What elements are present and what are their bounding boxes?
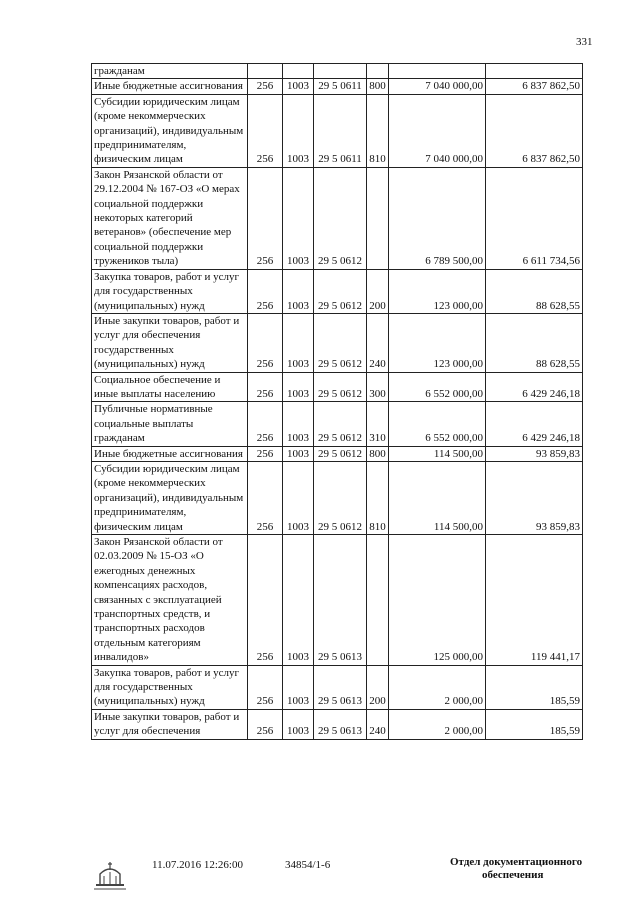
table-row — [92, 269, 583, 313]
stamp-date: 11.07.2016 12:26:00 — [152, 859, 243, 871]
row-section-cell: 1003 — [283, 94, 314, 167]
row-name-cell: Иные бюджетные ассигнования — [92, 79, 248, 94]
row-exec-cell: 88 628,55 — [486, 269, 583, 313]
row-plan-cell: 114 500,00 — [389, 461, 486, 534]
row-csr-cell: 29 5 0612 — [314, 167, 367, 269]
table-row — [92, 64, 583, 79]
row-grbs-cell: 256 — [248, 461, 283, 534]
row-vr-cell: 810 — [367, 94, 389, 167]
row-plan-cell: 114 500,00 — [389, 446, 486, 461]
table-row — [92, 535, 583, 666]
department-name-line1: Отдел документационного — [450, 856, 583, 868]
table-row — [92, 372, 583, 402]
row-name-cell: Закон Рязанской области от 02.03.2009 № 15-ОЗ «О ежегодных денежных компенсациях расходов, связанных с эксплуатацией транспортных средств, и транспортных расходов отдельным категориям инвалидов» — [92, 535, 248, 666]
row-name-cell: Субсидии юридическим лицам (кроме некоммерческих организаций), индивидуальным предпринимателям, физическим лицам — [92, 461, 248, 534]
row-section-cell: 1003 — [283, 665, 314, 709]
row-exec-cell: 6 837 862,50 — [486, 79, 583, 94]
row-csr-cell: 29 5 0611 — [314, 94, 367, 167]
row-section-cell: 1003 — [283, 446, 314, 461]
row-vr-cell: 310 — [367, 402, 389, 446]
table-row — [92, 313, 583, 372]
row-name-cell: Закупка товаров, работ и услуг для государственных (муниципальных) нужд — [92, 665, 248, 709]
row-vr-cell — [367, 535, 389, 666]
row-exec-cell: 93 859,83 — [486, 446, 583, 461]
page-number: 331 — [576, 36, 593, 48]
row-csr-cell: 29 5 0613 — [314, 535, 367, 666]
table-row — [92, 402, 583, 446]
row-section-cell: 1003 — [283, 269, 314, 313]
budget-table-body — [92, 64, 583, 740]
row-name-cell: Публичные нормативные социальные выплаты гражданам — [92, 402, 248, 446]
row-exec-cell: 93 859,83 — [486, 461, 583, 534]
row-plan-cell: 125 000,00 — [389, 535, 486, 666]
row-name-cell: Субсидии юридическим лицам (кроме некоммерческих организаций), индивидуальным предпринимателям, физическим лицам — [92, 94, 248, 167]
row-name-cell: Социальное обеспечение и иные выплаты населению — [92, 372, 248, 402]
row-csr-cell: 29 5 0612 — [314, 372, 367, 402]
row-csr-cell: 29 5 0612 — [314, 402, 367, 446]
row-csr-cell: 29 5 0612 — [314, 461, 367, 534]
row-csr-cell: 29 5 0613 — [314, 665, 367, 709]
row-plan-cell — [389, 64, 486, 79]
duma-emblem-icon — [90, 856, 130, 890]
row-grbs-cell — [248, 64, 283, 79]
row-vr-cell: 810 — [367, 461, 389, 534]
row-vr-cell: 240 — [367, 313, 389, 372]
row-csr-cell: 29 5 0613 — [314, 709, 367, 739]
row-grbs-cell: 256 — [248, 79, 283, 94]
row-exec-cell: 185,59 — [486, 665, 583, 709]
row-csr-cell: 29 5 0611 — [314, 79, 367, 94]
row-grbs-cell: 256 — [248, 167, 283, 269]
row-grbs-cell: 256 — [248, 446, 283, 461]
row-exec-cell: 119 441,17 — [486, 535, 583, 666]
row-csr-cell: 29 5 0612 — [314, 313, 367, 372]
row-grbs-cell: 256 — [248, 402, 283, 446]
row-name-cell: Иные закупки товаров, работ и услуг для обеспечения — [92, 709, 248, 739]
table-row — [92, 167, 583, 269]
row-plan-cell: 6 552 000,00 — [389, 372, 486, 402]
table-row — [92, 446, 583, 461]
row-grbs-cell: 256 — [248, 94, 283, 167]
row-exec-cell: 6 611 734,56 — [486, 167, 583, 269]
budget-table — [91, 63, 583, 740]
row-section-cell — [283, 64, 314, 79]
row-vr-cell: 240 — [367, 709, 389, 739]
page-footer — [0, 856, 640, 896]
document-number: 34854/1-6 — [285, 859, 331, 871]
row-vr-cell: 200 — [367, 665, 389, 709]
row-section-cell: 1003 — [283, 313, 314, 372]
row-grbs-cell: 256 — [248, 709, 283, 739]
row-exec-cell: 185,59 — [486, 709, 583, 739]
row-vr-cell: 800 — [367, 446, 389, 461]
row-vr-cell — [367, 64, 389, 79]
row-name-cell: Закон Рязанской области от 29.12.2004 № 167-ОЗ «О мерах социальной поддержки некоторых категорий ветеранов» (обеспечение мер социальной поддержки тружеников тыла) — [92, 167, 248, 269]
row-plan-cell: 123 000,00 — [389, 313, 486, 372]
row-vr-cell: 200 — [367, 269, 389, 313]
row-section-cell: 1003 — [283, 461, 314, 534]
row-plan-cell: 7 040 000,00 — [389, 94, 486, 167]
row-grbs-cell: 256 — [248, 665, 283, 709]
row-exec-cell: 6 837 862,50 — [486, 94, 583, 167]
table-row — [92, 79, 583, 94]
table-row — [92, 461, 583, 534]
row-plan-cell: 6 552 000,00 — [389, 402, 486, 446]
row-section-cell: 1003 — [283, 402, 314, 446]
row-section-cell: 1003 — [283, 535, 314, 666]
row-name-cell: Иные бюджетные ассигнования — [92, 446, 248, 461]
row-name-cell: гражданам — [92, 64, 248, 79]
row-vr-cell: 800 — [367, 79, 389, 94]
row-csr-cell: 29 5 0612 — [314, 446, 367, 461]
table-row — [92, 665, 583, 709]
row-exec-cell: 6 429 246,18 — [486, 372, 583, 402]
row-plan-cell: 7 040 000,00 — [389, 79, 486, 94]
row-exec-cell: 6 429 246,18 — [486, 402, 583, 446]
row-section-cell: 1003 — [283, 167, 314, 269]
row-section-cell: 1003 — [283, 372, 314, 402]
row-plan-cell: 123 000,00 — [389, 269, 486, 313]
row-grbs-cell: 256 — [248, 535, 283, 666]
row-section-cell: 1003 — [283, 709, 314, 739]
row-plan-cell: 6 789 500,00 — [389, 167, 486, 269]
row-grbs-cell: 256 — [248, 269, 283, 313]
row-plan-cell: 2 000,00 — [389, 665, 486, 709]
row-plan-cell: 2 000,00 — [389, 709, 486, 739]
row-name-cell: Закупка товаров, работ и услуг для государственных (муниципальных) нужд — [92, 269, 248, 313]
table-row — [92, 709, 583, 739]
row-exec-cell: 88 628,55 — [486, 313, 583, 372]
row-name-cell: Иные закупки товаров, работ и услуг для обеспечения государственных (муниципальных) нужд — [92, 313, 248, 372]
row-csr-cell — [314, 64, 367, 79]
table-row — [92, 94, 583, 167]
row-vr-cell — [367, 167, 389, 269]
row-grbs-cell: 256 — [248, 313, 283, 372]
row-section-cell: 1003 — [283, 79, 314, 94]
row-vr-cell: 300 — [367, 372, 389, 402]
row-exec-cell — [486, 64, 583, 79]
department-name-line2: обеспечения — [482, 869, 544, 881]
row-csr-cell: 29 5 0612 — [314, 269, 367, 313]
row-grbs-cell: 256 — [248, 372, 283, 402]
